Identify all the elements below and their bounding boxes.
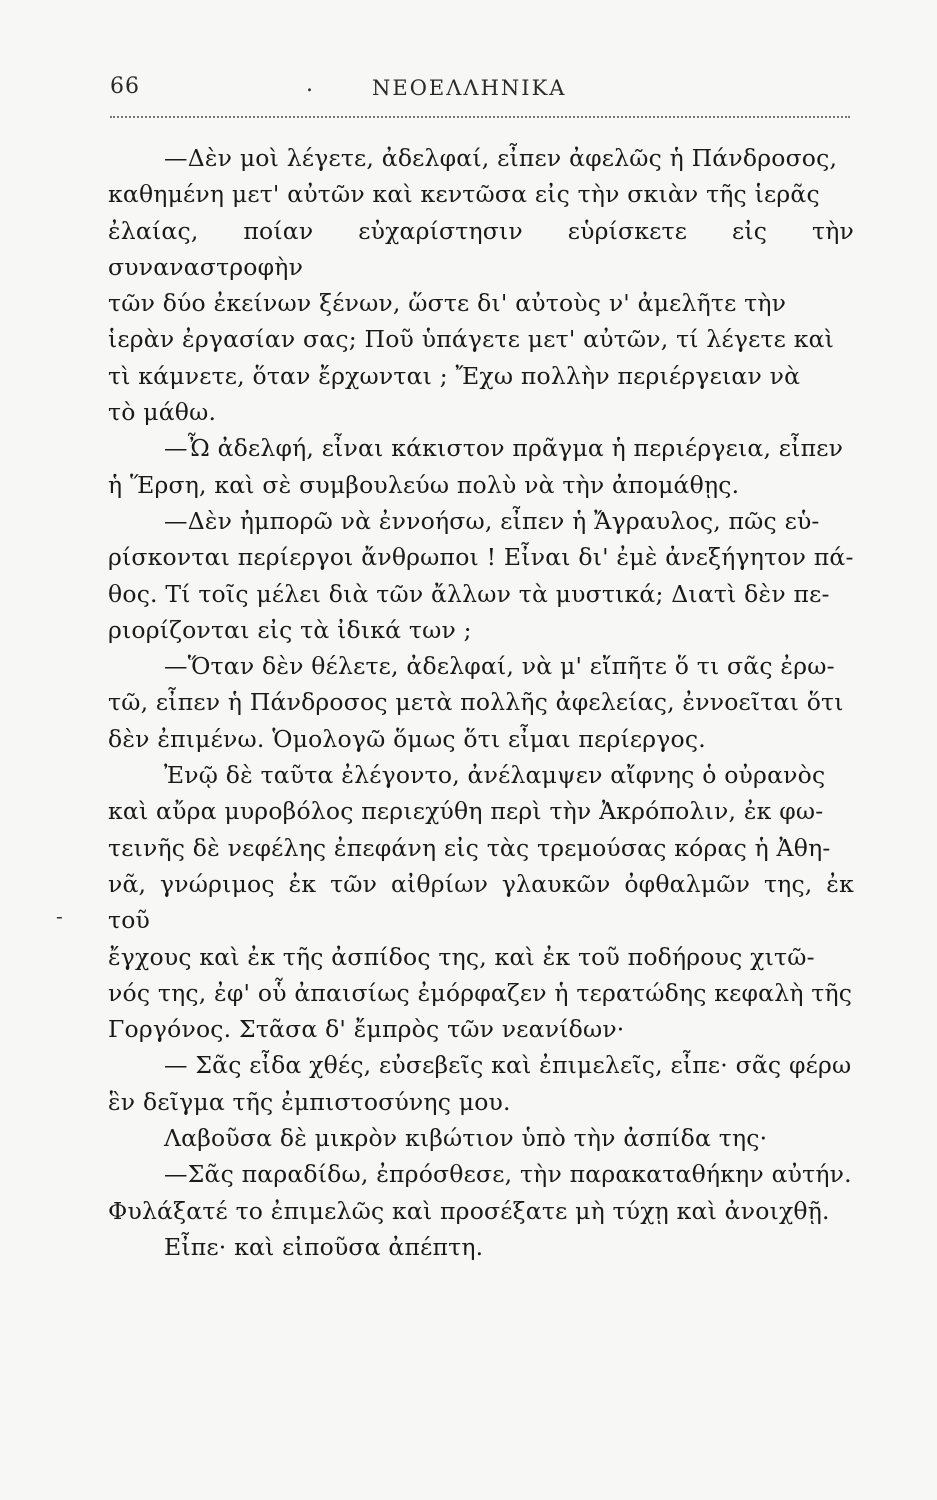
page-number: 66 — [110, 74, 140, 99]
paragraph: —Δὲν μοὶ λέγετε, ἀδελφαί, εἶπεν ἀφελῶς ἡ Πάνδροσος, καθημένη μετ' αὐτῶν καὶ κεντῶσα εἰς τὴν σκιὰν τῆς ἱερᾶς ἐλαίας, ποίαν εὐχαρίστησιν εὑρίσκετε εἰς τὴν συναναστροφὴν τῶν δύο ἐκείνων ξένων, ὥστε δι' αὐτοὺς ν' ἀμελῆτε τὴν ἱερὰν ἐργασίαν σας; Ποῦ ὑπάγετε μετ' αὐτῶν, τί λέγετε καὶ τὶ κάμνετε, ὅταν ἔρχωνται ; Ἔχω πολλὴν περιέργειαν νὰ τὸ μάθω. — [108, 144, 854, 427]
paragraph: —Ὅταν δὲν θέλετε, ἀδελφαί, νὰ μ' εἴπῆτε ὅ τι σᾶς ἐρω- τῶ, εἶπεν ἡ Πάνδροσος μετὰ πολλῆς ἀφελείας, ἐννοεῖται ὅτι δὲν ἐπιμένω. Ὁμολογῶ ὅμως ὅτι εἶμαι περίεργος. — [108, 652, 844, 753]
running-title: ΝΕΟΕΛΛΗΝΙΚΑ — [372, 76, 567, 100]
margin-mark: - — [56, 904, 63, 928]
paragraph: Ἐνῷ δὲ ταῦτα ἐλέγοντο, ἀνέλαμψεν αἴφνης ὁ οὐρανὸς καὶ αὔρα μυροβόλος περιεχύθη περὶ τὴν Ἀκρόπολιν, ἐκ φω- τεινῆς δὲ νεφέλης ἐπεφάνη εἰς τὰς τρεμούσας κόρας ἡ Ἀθη- νᾶ, γνώριμος ἐκ τῶν αἰθρίων γλαυκῶν ὀφθαλμῶν της, ἐκ τοῦ ἔγχους καὶ ἐκ τῆς ἀσπίδος της, καὶ ἐκ τοῦ ποδήρους χιτῶ- νός της, ἐφ' οὗ ἀπαισίως ἐμόρφαζεν ἡ τερατώδης κεφαλὴ τῆς Γοργόνος. Στᾶσα δ' ἔμπρὸς τῶν νεανίδων· — [108, 761, 854, 1044]
page-header — [110, 68, 850, 108]
header-separator: . — [306, 72, 313, 97]
paragraph: —Δὲν ἠμπορῶ νὰ ἐννοήσω, εἶπεν ἡ Ἄγραυλος, πῶς εὑ- ρίσκονται περίεργοι ἄνθρωποι ! Εἶναι δι' ἐμὲ ἀνεξήγητον πά- θος. Τί τοῖς μέλει διὰ τῶν ἄλλων τὰ μυστικά; Διατὶ δὲν πε- ριορίζονται εἰς τὰ ἰδικά των ; — [108, 506, 854, 644]
paragraph: —Σᾶς παραδίδω, ἐπρόσθεσε, τὴν παρακαταθήκην αὐτήν. Φυλάξατέ το ἐπιμελῶς καὶ προσέξατε μὴ τύχῃ καὶ ἀνοιχθῇ. — [108, 1160, 852, 1225]
paragraph: — Σᾶς εἶδα χθές, εὐσεβεῖς καὶ ἐπιμελεῖς, εἶπε· σᾶς φέρω ἓν δεῖγμα τῆς ἐμπιστοσύνης μου. — [108, 1051, 852, 1116]
header-rule — [110, 116, 850, 118]
paragraph: Εἶπε· καὶ εἰποῦσα ἀπέπτη. — [164, 1232, 484, 1261]
body-text — [108, 140, 854, 1265]
paragraph: —Ὦ ἀδελφή, εἶναι κάκιστον πρᾶγμα ἡ περιέργεια, εἶπεν ἡ Ἕρση, καὶ σὲ συμβουλεύω πολὺ νὰ τὴν ἀπομάθῃς. — [108, 434, 844, 499]
paragraph: Λαβοῦσα δὲ μικρὸν κιβώτιον ὑπὸ τὴν ἀσπίδα της· — [164, 1124, 768, 1153]
